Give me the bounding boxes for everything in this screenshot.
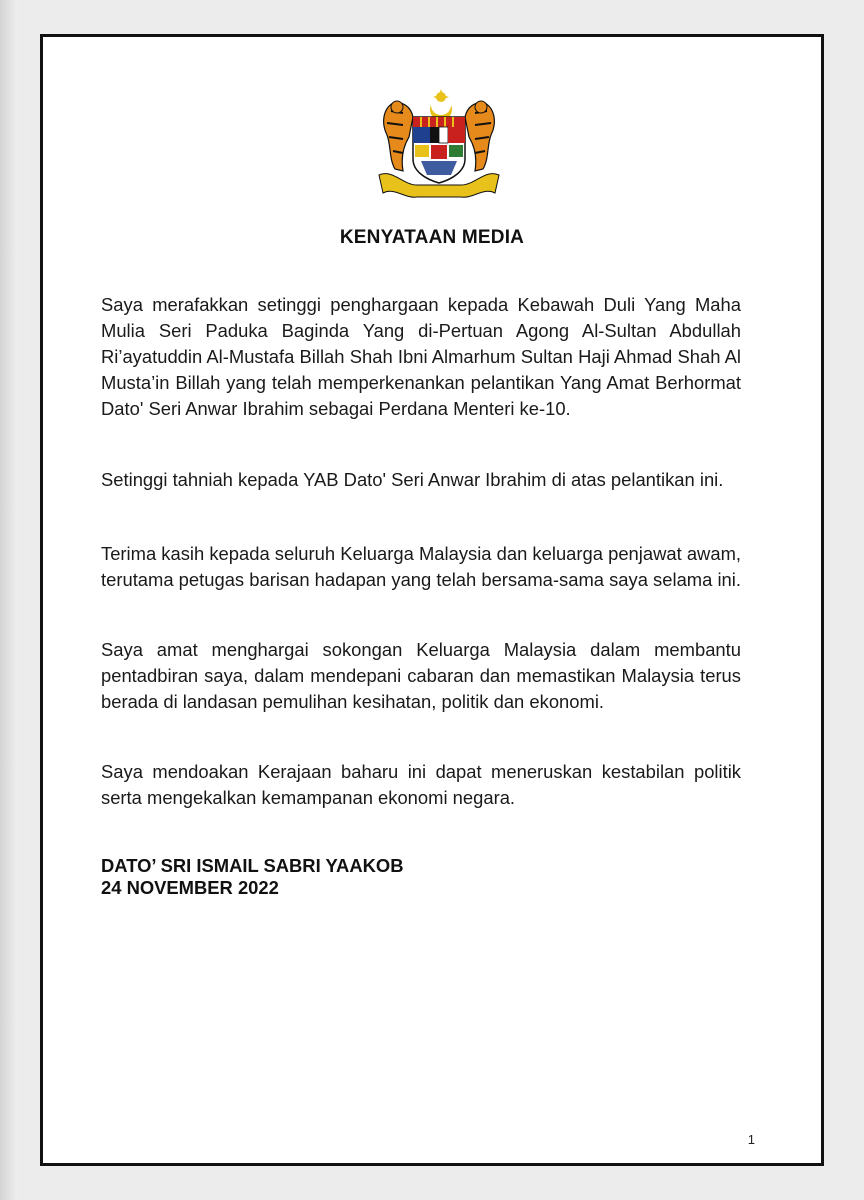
document-page bbox=[40, 34, 824, 1166]
scan-edge-shadow bbox=[0, 0, 18, 1200]
right-tiger-icon bbox=[465, 101, 494, 171]
document-title: KENYATAAN MEDIA bbox=[339, 227, 525, 248]
paragraph-appreciation: Saya merafakkan setinggi penghargaan kepada Kebawah Duli Yang Maha Mulia Seri Paduka Baginda Yang di-Pertuan Agong Al-Sultan Abdullah Ri’ayatuddin Al-Mustafa Billah Shah Ibni Almarhum Sultan Haji Ahmad Shah Al Musta’in Billah yang telah memperkenankan pelantikan Yang Amat Berhormat Dato' Seri Anwar Ibrahim sebagai Perdana Menteri ke-10. bbox=[101, 294, 741, 419]
page-number: 1 bbox=[747, 1132, 755, 1147]
left-tiger-icon bbox=[384, 101, 413, 171]
paragraph-prayer: Saya mendoakan Kerajaan baharu ini dapat meneruskan kestabilan politik serta mengekalkan kemampanan ekonomi negara. bbox=[101, 761, 741, 808]
shield-icon bbox=[413, 117, 465, 183]
signature-block bbox=[101, 855, 403, 899]
paragraph-congratulations: Setinggi tahniah kepada YAB Dato' Seri Anwar Ibrahim di atas pelantikan ini. bbox=[101, 469, 724, 490]
statement-date: 24 NOVEMBER 2022 bbox=[101, 877, 279, 898]
paragraph-thanks: Terima kasih kepada seluruh Keluarga Malaysia dan keluarga penjawat awam, terutama petugas barisan hadapan yang telah bersama-sama saya selama ini. bbox=[101, 543, 741, 590]
signatory-name: DATO’ SRI ISMAIL SABRI YAAKOB bbox=[101, 855, 404, 876]
paragraph-support: Saya amat menghargai sokongan Keluarga Malaysia dalam membantu pentadbiran saya, dalam mendepani cabaran dan memastikan Malaysia terus berada di landasan pemulihan kesihatan, politik dan ekonomi. bbox=[101, 639, 741, 712]
malaysia-coat-of-arms-icon bbox=[373, 89, 505, 201]
